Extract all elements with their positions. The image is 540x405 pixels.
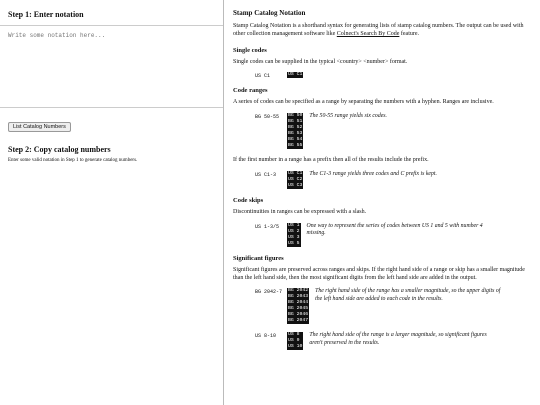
output-code: BG 52 — [288, 125, 303, 131]
significant-figures-heading: Significant figures — [233, 254, 284, 262]
output-code: BG 2046 — [288, 312, 309, 318]
notation-input[interactable] — [0, 26, 224, 108]
example-code: US 8-10 — [255, 333, 277, 340]
output-code: BG 2042 — [288, 288, 309, 294]
step2-description: Enter some valid notation in Step 1 to generate catalog numbers. — [8, 158, 138, 163]
example-note: One way to represent the series of codes between US 1 and 5 with number 4 missing. — [306, 222, 483, 237]
example-code: US 1-3/5 — [255, 223, 280, 230]
example-note: The right hand side of the range has a smaller magnitude, so the upper digits of the left hand side are added to each code in the results. — [315, 288, 501, 302]
example-note: The 50-55 range yields six codes. — [309, 113, 388, 120]
list-catalog-numbers-button[interactable]: List Catalog Numbers — [8, 122, 71, 132]
output-code: BG 55 — [288, 143, 303, 149]
output-code: US 3 — [288, 234, 300, 240]
example-skip — [255, 223, 532, 247]
example-sig-2 — [255, 332, 532, 350]
code-skips-text: Discontinuities in ranges can be expressed with a slash. — [233, 208, 367, 215]
output-code: US 9 — [287, 338, 303, 344]
intro-part-a: Stamp Catalog Notation is a shorthand syntax for generating lists of stamp catalog numbers. The output can be used with other collection management software like — [233, 23, 524, 37]
step2-title: Step 2: Copy catalog numbers — [8, 145, 111, 154]
significant-figures-text: Significant figures are preserved across ranges and skips. If the right hand side of a range or skip has a smaller magnitude than the left hand side, then the most significant digits from the left hand side are added in the output. — [233, 266, 525, 281]
output-code: US 5 — [288, 240, 300, 246]
example-code: BG 2042-7 — [255, 289, 283, 296]
example-code: US C1 — [255, 73, 271, 80]
example-output — [287, 223, 301, 247]
notation-panel — [0, 0, 224, 405]
output-code: BG 2043 — [288, 294, 309, 300]
example-code: US C1-3 — [255, 171, 277, 178]
output-code: US C3 — [288, 182, 303, 188]
output-code: BG 54 — [288, 137, 303, 143]
step1-title: Step 1: Enter notation — [0, 0, 223, 26]
example-output — [287, 288, 309, 324]
output-code: BG 51 — [288, 119, 303, 125]
output-code: US 10 — [288, 344, 303, 350]
single-codes-heading: Single codes — [233, 46, 267, 54]
intro-text — [233, 23, 532, 39]
output-code: BG 2044 — [288, 300, 309, 306]
code-skips-heading: Code skips — [233, 196, 264, 204]
example-range-2 — [255, 171, 532, 189]
example-note: The C1-3 range yields three codes and C prefix is kept. — [309, 170, 437, 177]
example-output — [287, 332, 303, 350]
output-code: US 2 — [288, 228, 300, 234]
example-single — [255, 72, 532, 79]
output-code: BG 2045 — [288, 306, 309, 312]
example-note: The right hand side of the range is a larger magnitude, so significant figures aren't preserved in the results. — [309, 332, 487, 346]
documentation-panel — [224, 0, 540, 405]
example-sig-1 — [255, 288, 532, 324]
output-code: BG 2047 — [288, 318, 309, 324]
doc-title: Stamp Catalog Notation — [233, 9, 306, 17]
example-output — [287, 113, 303, 149]
output-code: US 1 — [288, 222, 300, 228]
output-code: US C1 — [288, 72, 303, 78]
code-ranges-prefix-text: If the first number in a range has a prefix then all of the results include the prefix. — [233, 157, 429, 164]
output-code: BG 50 — [288, 113, 303, 119]
example-output — [287, 171, 303, 189]
intro-part-b: feature. — [399, 30, 420, 37]
single-codes-text: Single codes can be supplied in the typical <country> <number> format. — [233, 58, 408, 65]
colnect-link[interactable]: Colnect's Search By Code — [336, 30, 400, 37]
output-code: US C1 — [288, 170, 303, 176]
output-code: US C2 — [288, 176, 303, 182]
output-code: BG 53 — [288, 131, 303, 137]
example-output — [287, 72, 303, 78]
example-code: BG 50-55 — [255, 114, 280, 121]
code-ranges-heading: Code ranges — [233, 87, 268, 95]
code-ranges-text: A series of codes can be specified as a range by separating the numbers with a hyphen. Ranges are inclusive. — [233, 99, 494, 106]
output-code: US 8 — [287, 332, 303, 338]
example-range-1 — [255, 113, 532, 149]
